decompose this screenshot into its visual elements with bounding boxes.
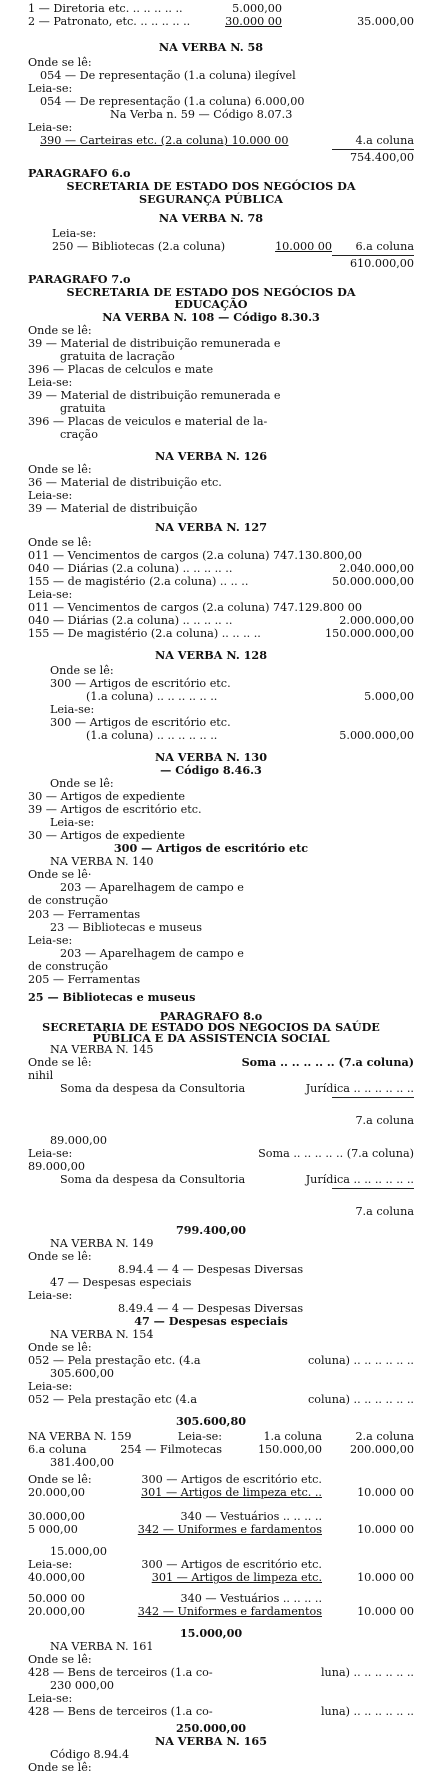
amount: 10.000 00: [357, 1485, 414, 1499]
text-line: 20.000,00: [28, 1604, 85, 1618]
text-line: 300 — Artigos de escritório etc.: [50, 715, 231, 729]
text-line: 011 — Vencimentos de cargos (2.a coluna) 747.129.800 00: [28, 600, 362, 614]
heading: SECRETARIA DE ESTADO DOS NEGÓCIOS DA: [66, 179, 356, 194]
amount: 342 — Uniformes e fardamentos: [137, 1604, 322, 1618]
text-line: 5 000,00: [28, 1523, 78, 1536]
column-label: Leia-se:: [177, 1430, 222, 1443]
amount: 10.000 00: [357, 1604, 414, 1618]
text-line: Onde se lê:: [28, 1249, 92, 1263]
heading: SECRETARIA DE ESTADO DOS NEGOCIOS DA SAÚDE: [42, 1019, 380, 1034]
text-line: 39 — Material de distribuição remunerada e: [28, 388, 281, 402]
text-line: Leia-se:: [50, 816, 95, 830]
text-line: Onde se lê·: [28, 868, 92, 882]
text-line: NA VERBA N. 159: [28, 1430, 132, 1443]
text-line: 39 — Material de distribuição remunerada e: [28, 336, 281, 350]
text-line: 15.000,00: [50, 1545, 107, 1559]
text-line: Onde se lê:: [28, 1653, 92, 1667]
paragraph-heading: 25 — Bibliotecas e museus: [28, 990, 196, 1005]
text-line: 205 — Ferramentas: [28, 972, 141, 986]
text-line: Soma da despesa da Consultoria: [60, 1082, 246, 1096]
paragraph-heading: PARAGRAFO 7.o: [28, 272, 131, 287]
text-line: 155 — De magistério (2.a coluna) .. .. .. ..: [28, 626, 261, 640]
amount: 340 — Vestuários .. .. .. ..: [180, 1509, 322, 1523]
amount: 10.000 00: [357, 1571, 414, 1585]
heading: EDUCAÇÃO: [174, 296, 248, 311]
text-line: Leia-se:: [50, 702, 95, 716]
amount: 200.000,00: [349, 1443, 414, 1456]
text-line: 396 — Placas de celculos e mate: [28, 362, 214, 376]
heading: NA VERBA N. 108 — Código 8.30.3: [102, 309, 320, 324]
text-line: 155 — de magistério (2.a coluna) .. .. ..: [28, 574, 249, 588]
text-line: Onde se lê:: [50, 777, 114, 791]
text-line: 428 — Bens de terceiros (1.a co-: [28, 1666, 213, 1680]
heading: PARAGRAFO 8.o: [159, 1008, 263, 1023]
text-line: Leia-se:: [28, 1147, 73, 1161]
text-line: 30.000,00: [28, 1509, 85, 1523]
text-line: 47 — Despesas especiais: [50, 1275, 192, 1289]
text-line: 300 — Artigos de escritório etc.: [50, 676, 231, 690]
amount: 150.000.000,00: [325, 626, 414, 640]
text-line: 8.49.4 — 4 — Despesas Diversas: [118, 1301, 304, 1315]
column-label: Jurídica .. .. .. .. .. ..: [305, 1082, 414, 1096]
text-line: 052 — Pela prestação etc (4.a: [28, 1392, 198, 1406]
heading: SECRETARIA DE ESTADO DOS NEGÓCIOS DA: [66, 285, 356, 300]
column-label: 1.a coluna: [263, 1430, 322, 1443]
text-line: NA VERBA N. 154: [50, 1327, 154, 1341]
text-line: Onde se lê:: [28, 535, 92, 549]
amount: 754.400,00: [349, 150, 414, 164]
amount: 7.a coluna: [355, 1113, 414, 1127]
text-line: Onde se lê:: [28, 323, 92, 337]
heading: NA VERBA N. 165: [155, 1733, 267, 1748]
column-label: 6.a coluna: [355, 239, 414, 253]
text-line: Leia-se:: [28, 1692, 73, 1706]
text-line: Leia-se:: [52, 226, 97, 240]
text-line: nihil: [28, 1069, 54, 1083]
amount: 300 — Artigos de escritório etc.: [141, 1558, 322, 1572]
amount: Soma .. .. .. .. .. (7.a coluna): [241, 1055, 414, 1070]
text-line: 30 — Artigos de expediente: [28, 790, 185, 804]
amount: 610.000,00: [349, 256, 414, 270]
text-line: Leia-se:: [28, 120, 73, 134]
text-line: 23 — Bibliotecas e museus: [50, 920, 203, 934]
text-line: Soma da despesa da Consultoria: [60, 1173, 246, 1187]
heading: 47 — Despesas especiais: [134, 1313, 288, 1328]
text-line: 39 — Artigos de escritório etc.: [28, 803, 202, 817]
amount: 10.000 00: [275, 239, 332, 253]
heading: 799.400,00: [175, 1222, 247, 1237]
text-line: NA VERBA N. 149: [50, 1236, 154, 1250]
amount: 301 — Artigos de limpeza etc.: [151, 1571, 322, 1585]
text-line: 20.000,00: [28, 1485, 85, 1499]
text-line: 052 — Pela prestação etc. (4.a: [28, 1353, 201, 1367]
text-line: 203 — Ferramentas: [28, 907, 141, 921]
amount: 301 — Artigos de limpeza etc. ..: [141, 1485, 322, 1499]
text-line: 040 — Diárias (2.a coluna) .. .. .. .. ..: [28, 561, 233, 575]
text-line: Leia-se:: [28, 375, 73, 389]
heading: NA VERBA N. 127: [155, 519, 267, 534]
text-line: NA VERBA N. 161: [50, 1640, 154, 1654]
heading: NA VERBA N. 58: [158, 39, 264, 54]
text-line: 50.000 00: [28, 1591, 85, 1605]
amount: 7.a coluna: [355, 1205, 414, 1218]
text-line: 36 — Material de distribuição etc.: [28, 476, 222, 489]
text-line: 396 — Placas de veiculos e material de la-: [28, 414, 268, 428]
text-line: Leia-se:: [28, 81, 73, 95]
text-line: Leia-se:: [28, 587, 73, 601]
text-line: Leia-se:: [28, 1288, 73, 1302]
heading: — Código 8.46.3: [160, 763, 262, 778]
text-line: Leia-se:: [28, 1558, 73, 1572]
heading: 305.600,80: [175, 1414, 247, 1429]
text-line: 054 — De representação (1.a coluna) 6.000,00: [40, 94, 305, 108]
text-line: gratuita de lacração: [60, 349, 175, 363]
amount: 2.000.000,00: [339, 613, 414, 627]
text-line: 390 — Carteiras etc. (2.a coluna) 10.000 00: [40, 133, 289, 147]
heading: SEGURANÇA PÚBLICA: [139, 192, 283, 207]
text-line: Onde se lê:: [28, 55, 92, 69]
amount: luna) .. .. .. .. .. ..: [320, 1666, 414, 1680]
text-line: 8.94.4 — 4 — Despesas Diversas: [118, 1262, 304, 1276]
paragraph-heading: PARAGRAFO 6.o: [28, 166, 131, 181]
text-line: Código 8.94.4: [50, 1748, 130, 1761]
heading: NA VERBA N. 78: [158, 211, 264, 225]
text-line: de construção: [28, 894, 109, 908]
amount: 150.000,00: [257, 1443, 322, 1456]
text-line: 6.a coluna: [28, 1443, 87, 1456]
text-line: NA VERBA N. 145: [50, 1043, 154, 1057]
heading: 250.000,00: [175, 1720, 247, 1735]
heading: NA VERBA N. 130: [155, 750, 267, 765]
amount: 254 — Filmotecas: [120, 1443, 222, 1456]
text-line: 054 — De representação (1.a coluna) ilegível: [40, 68, 296, 82]
amount: 35.000,00: [357, 14, 414, 28]
text-line: Onde se lê:: [50, 663, 114, 677]
heading: 300 — Artigos de escritório etc: [113, 841, 309, 856]
column-label: 4.a coluna: [355, 133, 414, 147]
heading: NA VERBA N. 126: [155, 449, 267, 463]
text-line: Leia-se:: [28, 933, 73, 947]
amount: 5.000,00: [364, 689, 414, 703]
text-line: Onde se lê:: [28, 463, 92, 476]
text-line: 011 — Vencimentos de cargos (2.a coluna) 747.130.800,00: [28, 548, 362, 562]
text-line: Leia-se:: [28, 1379, 73, 1393]
amount: 342 — Uniformes e fardamentos: [137, 1523, 322, 1536]
amount: Soma .. .. .. .. .. (7.a coluna): [258, 1147, 414, 1161]
amount: 50.000.000,00: [332, 574, 414, 588]
text-line: 305.600,00: [50, 1366, 115, 1380]
text-line: Na Verba n. 59 — Código 8.07.3: [110, 107, 293, 121]
text-line: 230 000,00: [50, 1679, 115, 1693]
heading: NA VERBA N. 128: [155, 648, 267, 662]
amount: 2.040.000,00: [339, 561, 414, 575]
text-line: 428 — Bens de terceiros (1.a co-: [28, 1705, 213, 1719]
text-line: NA VERBA N. 140: [50, 855, 154, 869]
amount: coluna) .. .. .. .. .. ..: [307, 1392, 414, 1406]
text-line: 203 — Aparelhagem de campo e: [60, 881, 244, 895]
text-line: Onde se lê:: [28, 1340, 92, 1354]
amount: luna) .. .. .. .. .. ..: [320, 1705, 414, 1719]
text-line: (1.a coluna) .. .. .. .. .. ..: [86, 728, 218, 742]
text-line: gratuita: [60, 401, 106, 415]
amount: 30.000 00: [225, 14, 282, 28]
amount: 10.000 00: [357, 1523, 414, 1536]
amount: coluna) .. .. .. .. .. ..: [307, 1353, 414, 1367]
text-line: Leia-se:: [28, 489, 73, 503]
text-line: 89.000,00: [50, 1134, 107, 1148]
text-line: 30 — Artigos de expediente: [28, 829, 185, 843]
text-line: cração: [60, 427, 98, 441]
text-line: de construção: [28, 959, 109, 973]
text-line: Onde se lê:: [28, 1761, 92, 1774]
column-label: 2.a coluna: [355, 1430, 414, 1443]
text-line: 040 — Diárias (2.a coluna) .. .. .. .. ..: [28, 613, 233, 627]
text-line: Onde se lê:: [28, 1056, 92, 1070]
text-line: 1 — Diretoria etc. .. .. .. .. ..: [28, 1, 183, 15]
text-line: 89.000,00: [28, 1160, 85, 1174]
heading: PÚBLICA E DA ASSISTENCIA SOCIAL: [92, 1031, 330, 1045]
text-line: Onde se lê:: [28, 1472, 92, 1486]
text-line: 2 — Patronato, etc. .. .. .. .. ..: [28, 14, 191, 28]
amount: 5.000.000,00: [339, 728, 414, 742]
amount: 300 — Artigos de escritório etc.: [141, 1472, 322, 1486]
column-label: Jurídica .. .. .. .. .. ..: [305, 1173, 414, 1187]
text-line: 39 — Material de distribuição: [28, 502, 198, 516]
heading: 15.000,00: [179, 1626, 243, 1641]
amount: 340 — Vestuários .. .. .. ..: [180, 1591, 322, 1605]
text-line: (1.a coluna) .. .. .. .. .. ..: [86, 689, 218, 703]
text-line: 250 — Bibliotecas (2.a coluna): [52, 239, 226, 253]
text-line: 381.400,00: [50, 1456, 115, 1469]
text-line: 203 — Aparelhagem de campo e: [60, 946, 244, 960]
amount: 5.000,00: [232, 1, 282, 15]
text-line: 40.000,00: [28, 1571, 85, 1585]
